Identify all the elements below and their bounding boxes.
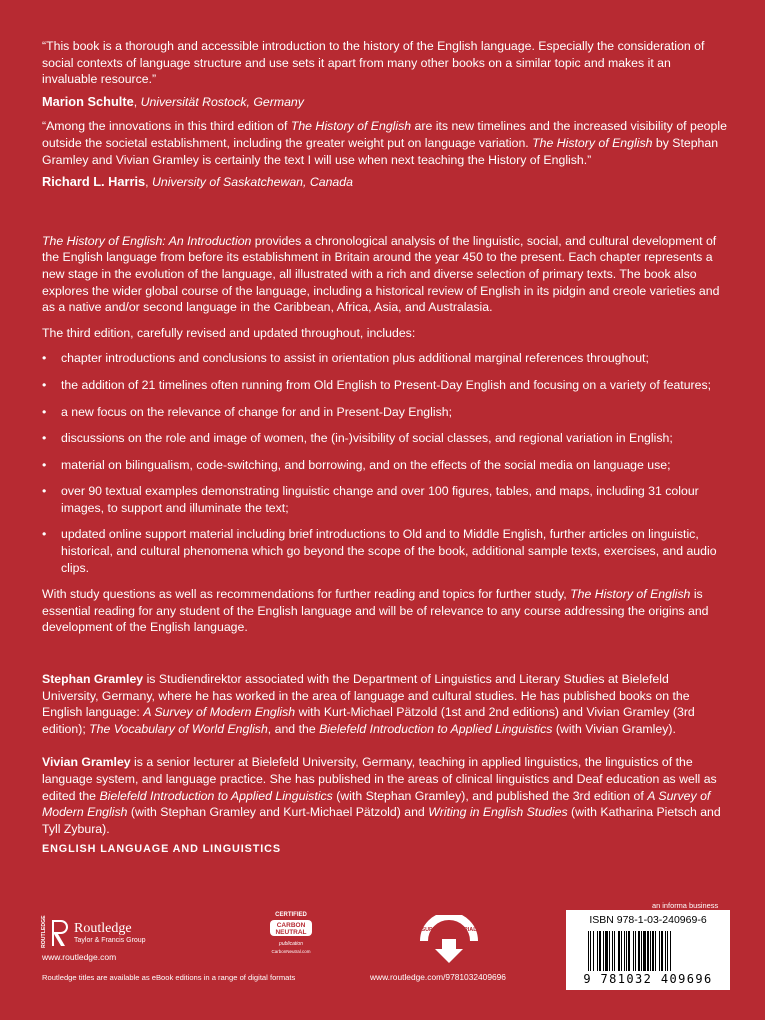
- list-item: • a new focus on the relevance of change for and in Present-Day English;: [42, 404, 453, 419]
- isbn-barcode: [566, 910, 730, 990]
- publisher-url[interactable]: www.routledge.com: [42, 952, 117, 962]
- author-name: Vivian Gramley: [42, 755, 131, 770]
- list-item: • discussions on the role and image of women, the (in-)visibility of social classes, and regional variation in English;: [42, 431, 673, 446]
- carbon-neutral-icon: [262, 903, 320, 961]
- author-name: Stephan Gramley: [42, 672, 144, 687]
- carbon-url: CarbonNeutral.com: [271, 949, 311, 954]
- informa-tagline: an informa business: [652, 901, 719, 910]
- reviewer-name: Richard L. Harris: [42, 174, 146, 190]
- support-url[interactable]: www.routledge.com/9781032409696: [370, 972, 506, 982]
- bullet-icon: •: [42, 404, 47, 419]
- routledge-logo: [40, 912, 180, 952]
- list-item: • chapter introductions and conclusions to assist in orientation plus additional marginal references throughout;: [42, 351, 649, 366]
- bullet-icon: •: [42, 431, 47, 446]
- list-item: • the addition of 21 timelines often running from Old English to Present-Day English and focusing on a variety of features;: [42, 377, 712, 392]
- features-list: [42, 350, 727, 576]
- isbn-text: ISBN 978-1-03-240969-6: [589, 914, 707, 926]
- list-item: • over 90 textual examples demonstrating linguistic change and over 100 figures, tables, and maps, including 31 colour images, to support and illuminate the text;: [42, 484, 699, 515]
- book-description: The History of English: An Introduction provides a chronological analysis of the linguistic, social, and cultural development of the English language from before its establishment in Britain around the year 450 to the present. Each chapter represents a new stage in the evolution of the language, all illustrated with a rich and diverse selection of primary texts. The book also explores the wider global course of the language, including a historical review of English in its pidgin and creole varieties and as a native and/or second language in the Caribbean, Africa, Asia, and Australasia.: [42, 233, 720, 315]
- series-name: ENGLISH LANGUAGE AND LINGUISTICS: [42, 843, 281, 855]
- review-quote-2: “Among the innovations in this third edition of The History of English are its new timelines and the increased visibility of people outside the societal establishment, including the greater weight put on language variation. The History of English by Stephan Gramley and Vivian Gramley is certainly the text I will use when next teaching the History of English.”: [42, 119, 727, 167]
- review-attribution-2: Richard L. Harris, University of Saskatchewan, Canada: [42, 174, 353, 190]
- list-item: • updated online support material including brief introductions to Old and to Middle English, further articles on linguistic, historical, and cultural phenomena which go beyond the scope of the book, additional sample texts, exercises, and audio clips.: [42, 527, 717, 575]
- publisher-side-text: ROUTLEDGE: [41, 915, 47, 948]
- download-arrow-icon: [435, 939, 463, 963]
- back-cover-text: [42, 38, 727, 854]
- publisher-group: Taylor & Francis Group: [74, 937, 146, 944]
- review-attribution-1: Marion Schulte, Universität Rostock, Germany: [42, 93, 304, 109]
- carbon-word: CARBON: [276, 922, 306, 929]
- carbon-publication: publication: [279, 941, 303, 947]
- support-label: SUPPORT MATERIAL: [421, 927, 477, 933]
- reviewer-affiliation: University of Saskatchewan, Canada: [151, 175, 353, 190]
- routledge-r-icon: [52, 920, 68, 946]
- author-bio-stephan: Stephan Gramley is Studiendirektor associated with the Department of Linguistics and Literary Studies at Bielefeld University, Germany, where he has worked in the area of language and cultural studies. He has published books on the English language: A Survey of Modern English with Kurt-Michael Pätzold (1st and 2nd editions) and Vivian Gramley (3rd edition); The Vocabulary of World English, and the Bielefeld Introduction to Applied Linguistics (with Vivian Gramley).: [42, 672, 695, 736]
- reviewer-affiliation: Universität Rostock, Germany: [140, 94, 304, 109]
- bullet-icon: •: [42, 351, 47, 366]
- barcode-bars: [588, 931, 708, 971]
- publisher-name: Routledge: [74, 921, 132, 936]
- ebook-note: Routledge titles are available as eBook editions in a range of digital formats: [42, 973, 296, 982]
- bullet-icon: •: [42, 457, 47, 472]
- carbon-certified: CERTIFIED: [275, 912, 307, 918]
- includes-intro: The third edition, carefully revised and updated throughout, includes:: [42, 325, 416, 340]
- bullet-icon: •: [42, 484, 47, 499]
- bullet-icon: •: [42, 377, 47, 392]
- neutral-word: NEUTRAL: [275, 929, 307, 936]
- reviewer-name: Marion Schulte: [42, 93, 134, 109]
- review-quote-1: “This book is a thorough and accessible introduction to the history of the English language. Especially the consideration of social contexts of language structure and use sets it apart from many other books on a similar topic and makes it an invaluable resource.”: [42, 39, 705, 87]
- list-item: • material on bilingualism, code-switching, and borrowing, and on the effects of the social media on language use;: [42, 457, 671, 472]
- author-bio-vivian: Vivian Gramley is a senior lecturer at Bielefeld University, Germany, teaching in applied linguistics, the linguistics of the language system, and language practice. She has published in the areas of clinical linguistics and Deaf education as well as edited the Bielefeld Introduction to Applied Linguistics (with Stephan Gramley), and published the 3rd edition of A Survey of Modern English (with Stephan Gramley and Kurt-Michael Pätzold) and Writing in English Studies (with Katharina Pietsch and Tyll Zybura).: [42, 755, 721, 836]
- closing-paragraph: With study questions as well as recommendations for further reading and topics for further study, The History of English is essential reading for any student of the English language and will be of relevance to any course addressing the origins and development of the English language.: [42, 587, 709, 635]
- bullet-icon: •: [42, 527, 47, 542]
- support-material-icon: [418, 915, 480, 965]
- barcode-number: 9 781032 409696: [583, 972, 713, 986]
